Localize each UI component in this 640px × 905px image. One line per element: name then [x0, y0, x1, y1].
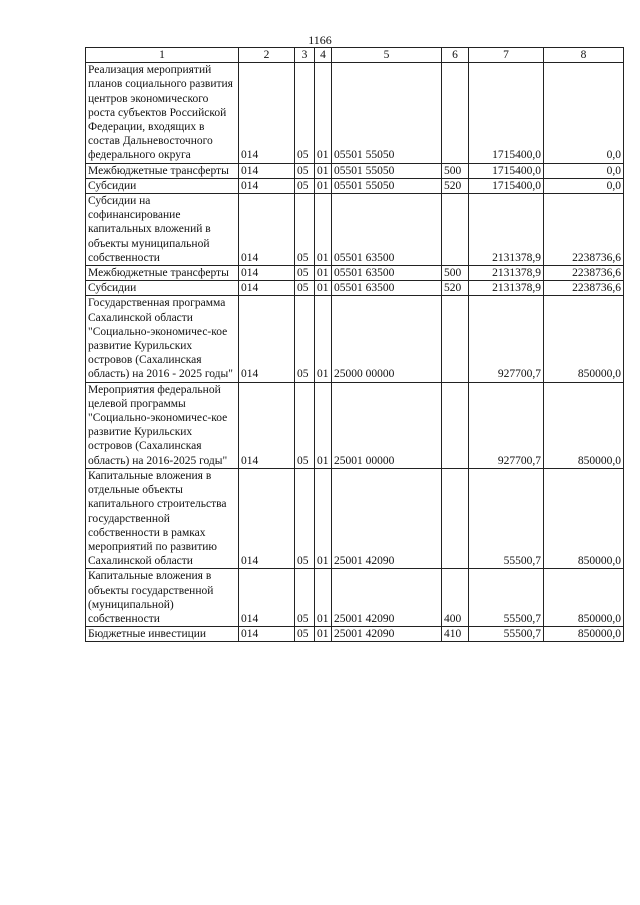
row-type	[442, 382, 469, 468]
table-row	[86, 163, 624, 178]
row-target: 05501 55050	[332, 63, 442, 163]
table-row	[86, 382, 624, 468]
table-row	[86, 281, 624, 296]
row-sum1: 927700,7	[469, 296, 544, 382]
row-ministry: 014	[239, 281, 295, 296]
row-section: 05	[295, 281, 315, 296]
row-target: 05501 63500	[332, 266, 442, 281]
header-cell-5: 5	[332, 48, 442, 63]
row-subsection: 01	[315, 468, 332, 568]
row-sum2: 850000,0	[544, 296, 624, 382]
table-row	[86, 178, 624, 193]
row-type	[442, 468, 469, 568]
row-type: 520	[442, 281, 469, 296]
row-subsection: 01	[315, 194, 332, 266]
row-target: 05501 63500	[332, 194, 442, 266]
header-cell-3: 3	[295, 48, 315, 63]
row-ministry: 014	[239, 382, 295, 468]
row-section: 05	[295, 163, 315, 178]
row-type: 500	[442, 266, 469, 281]
row-type	[442, 194, 469, 266]
row-target: 25001 00000	[332, 382, 442, 468]
header-cell-4: 4	[315, 48, 332, 63]
row-target: 25001 42090	[332, 569, 442, 627]
row-ministry: 014	[239, 569, 295, 627]
row-sum2: 850000,0	[544, 627, 624, 642]
row-section: 05	[295, 296, 315, 382]
row-target: 05501 55050	[332, 163, 442, 178]
row-sum1: 2131378,9	[469, 281, 544, 296]
row-sum2: 2238736,6	[544, 266, 624, 281]
row-name: Субсидии	[86, 281, 239, 296]
row-type: 400	[442, 569, 469, 627]
row-subsection: 01	[315, 178, 332, 193]
row-ministry: 014	[239, 468, 295, 568]
row-name: Межбюджетные трансферты	[86, 163, 239, 178]
header-cell-2: 2	[239, 48, 295, 63]
page-number: 1166	[308, 33, 332, 47]
row-target: 25001 42090	[332, 627, 442, 642]
row-subsection: 01	[315, 163, 332, 178]
row-sum1: 55500,7	[469, 468, 544, 568]
budget-table	[85, 47, 624, 642]
row-ministry: 014	[239, 266, 295, 281]
row-sum2: 2238736,6	[544, 194, 624, 266]
row-type	[442, 63, 469, 163]
table-row	[86, 569, 624, 627]
row-subsection: 01	[315, 627, 332, 642]
row-ministry: 014	[239, 627, 295, 642]
row-sum2: 0,0	[544, 178, 624, 193]
header-row	[86, 48, 624, 63]
row-sum1: 55500,7	[469, 627, 544, 642]
row-sum2: 850000,0	[544, 569, 624, 627]
row-sum1: 1715400,0	[469, 178, 544, 193]
row-section: 05	[295, 569, 315, 627]
table-row	[86, 63, 624, 163]
row-ministry: 014	[239, 296, 295, 382]
table-row	[86, 194, 624, 266]
row-target: 05501 63500	[332, 281, 442, 296]
table-row	[86, 296, 624, 382]
row-name: Субсидии на софинансирование капитальных вложений в объекты муниципальной собственности	[86, 194, 239, 266]
row-section: 05	[295, 266, 315, 281]
row-subsection: 01	[315, 569, 332, 627]
header-cell-8: 8	[544, 48, 624, 63]
row-sum2: 0,0	[544, 63, 624, 163]
row-sum1: 2131378,9	[469, 266, 544, 281]
row-subsection: 01	[315, 296, 332, 382]
row-name: Государственная программа Сахалинской области "Социально-экономичес-кое развитие Курильских островов (Сахалинская область) на 2016 - 2025 годы"	[86, 296, 239, 382]
table-row	[86, 266, 624, 281]
row-name: Капитальные вложения в объекты государственной (муниципальной) собственности	[86, 569, 239, 627]
row-type: 520	[442, 178, 469, 193]
row-name: Межбюджетные трансферты	[86, 266, 239, 281]
row-subsection: 01	[315, 382, 332, 468]
row-sum1: 927700,7	[469, 382, 544, 468]
row-target: 25001 42090	[332, 468, 442, 568]
row-section: 05	[295, 382, 315, 468]
row-section: 05	[295, 63, 315, 163]
row-name: Субсидии	[86, 178, 239, 193]
row-sum2: 850000,0	[544, 468, 624, 568]
row-subsection: 01	[315, 281, 332, 296]
row-sum2: 850000,0	[544, 382, 624, 468]
table-row	[86, 468, 624, 568]
row-sum2: 0,0	[544, 163, 624, 178]
row-section: 05	[295, 194, 315, 266]
row-section: 05	[295, 468, 315, 568]
row-sum1: 1715400,0	[469, 163, 544, 178]
table-row	[86, 627, 624, 642]
row-type: 410	[442, 627, 469, 642]
row-section: 05	[295, 178, 315, 193]
row-ministry: 014	[239, 178, 295, 193]
row-ministry: 014	[239, 163, 295, 178]
row-sum1: 55500,7	[469, 569, 544, 627]
row-sum1: 2131378,9	[469, 194, 544, 266]
row-name: Бюджетные инвестиции	[86, 627, 239, 642]
row-name: Мероприятия федеральной целевой программы "Социально-экономичес-кое развитие Курильских островов (Сахалинская область) на 2016-2025 годы"	[86, 382, 239, 468]
row-name: Капитальные вложения в отдельные объекты капитального строительства государственной собственности в рамках мероприятий по развитию Сахалинской области	[86, 468, 239, 568]
row-sum2: 2238736,6	[544, 281, 624, 296]
row-target: 05501 55050	[332, 178, 442, 193]
row-subsection: 01	[315, 63, 332, 163]
header-cell-7: 7	[469, 48, 544, 63]
row-sum1: 1715400,0	[469, 63, 544, 163]
row-ministry: 014	[239, 63, 295, 163]
header-cell-1: 1	[86, 48, 239, 63]
row-ministry: 014	[239, 194, 295, 266]
row-section: 05	[295, 627, 315, 642]
header-cell-6: 6	[442, 48, 469, 63]
row-type	[442, 296, 469, 382]
row-type: 500	[442, 163, 469, 178]
row-name: Реализация мероприятий планов социального развития центров экономического роста субъектов Российской Федерации, входящих в состав Дальневосточного федерального округа	[86, 63, 239, 163]
row-target: 25000 00000	[332, 296, 442, 382]
row-subsection: 01	[315, 266, 332, 281]
